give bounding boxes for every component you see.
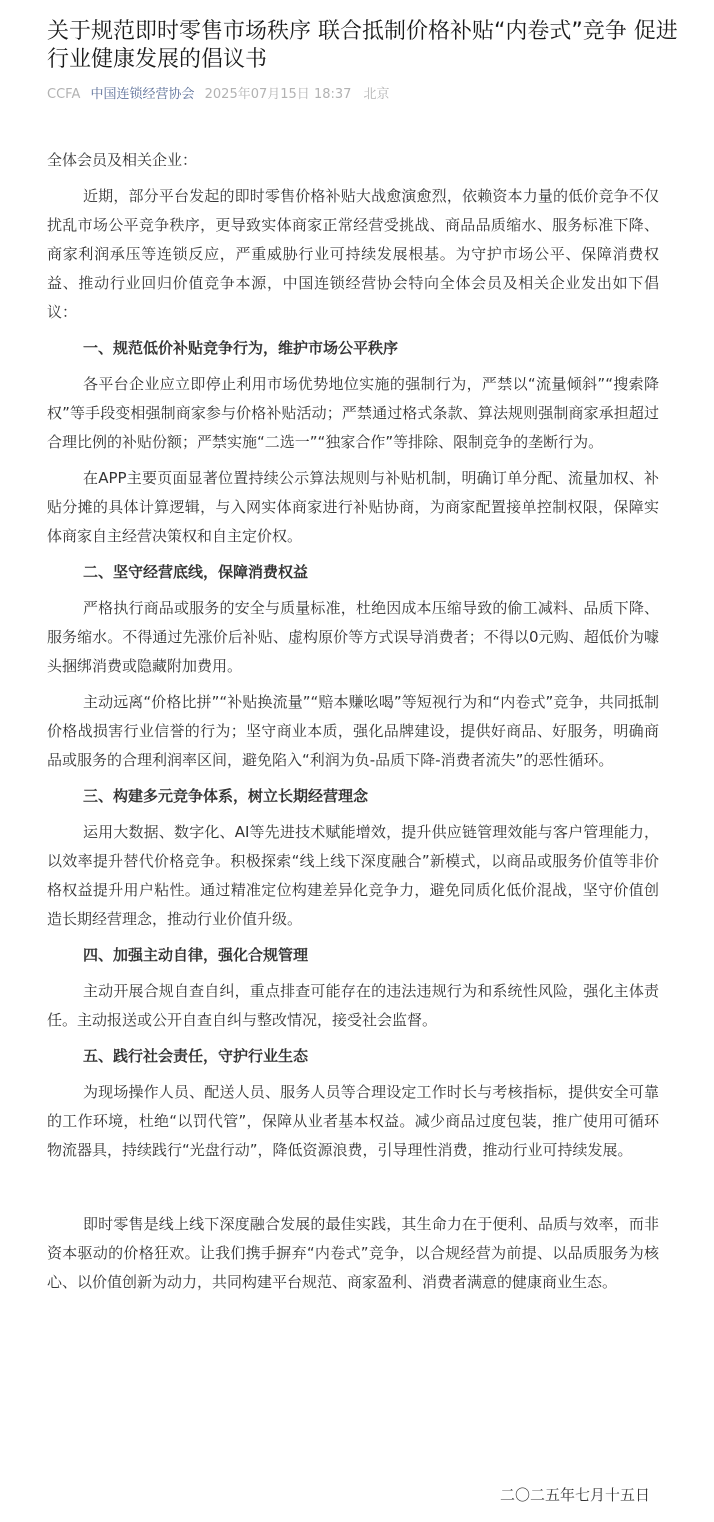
section-5-paragraph-1: 为现场操作人员、配送人员、服务人员等合理设定工作时长与考核指标，提供安全可靠的工作环境，杜绝“以罚代管”，保障从业者基本权益。减少商品过度包装，推广使用可循环物流器具，持续践行“光盘行动”，降低资源浪费，引导理性消费，推动行业可持续发展。	[47, 1083, 659, 1159]
section-heading-3: 三、构建多元竞争体系，树立长期经营理念	[83, 787, 369, 805]
section-2-paragraph-1: 严格执行商品或服务的安全与质量标准，杜绝因成本压缩导致的偷工减料、品质下降、服务缩水。不得通过先涨价后补贴、虚构原价等方式误导消费者；不得以0元购、超低价为噱头捆绑消费或隐藏附加费用。	[47, 599, 659, 675]
article-body	[47, 146, 659, 1304]
article-meta	[47, 84, 390, 106]
section-1-paragraph-1: 各平台企业应立即停止利用市场优势地位实施的强制行为，严禁以“流量倾斜”“搜索降权”等手段变相强制商家参与价格补贴活动；严禁通过格式条款、算法规则强制商家承担超过合理比例的补贴份额；严禁实施“二选一”“独家合作”等排除、限制竞争的垄断行为。	[47, 375, 659, 451]
section-heading-4: 四、加强主动自律，强化合规管理	[83, 946, 309, 964]
section-2-paragraph-2: 主动远离“价格比拼”“补贴换流量”“赔本赚吆喝”等短视行为和“内卷式”竞争，共同抵制价格战损害行业信誉的行为；坚守商业本质，强化品牌建设，提供好商品、好服务，明确商品或服务的合理利润率区间，避免陷入“利润为负-品质下降-消费者流失”的恶性循环。	[47, 693, 659, 769]
section-heading-5: 五、践行社会责任，守护行业生态	[83, 1047, 309, 1065]
intro-paragraph: 近期，部分平台发起的即时零售价格补贴大战愈演愈烈，依赖资本力量的低价竞争不仅扰乱市场公平竞争秩序，更导致实体商家正常经营受挑战、商品品质缩水、服务标准下降、商家利润承压等连锁反应，严重威胁行业可持续发展根基。为守护市场公平、保障消费权益、推动行业回归价值竞争本源，中国连锁经营协会特向全体会员及相关企业发出如下倡议：	[47, 187, 659, 321]
section-3-paragraph-1: 运用大数据、数字化、AI等先进技术赋能增效，提升供应链管理效能与客户管理能力，以效率提升替代价格竞争。积极探索“线上线下深度融合”新模式，以商品或服务价值等非价格权益提升用户粘性。通过精准定位构建差异化竞争力，避免同质化低价混战，坚守价值创造长期经营理念，推动行业价值升级。	[47, 823, 659, 928]
section-heading-2: 二、坚守经营底线，保障消费权益	[83, 563, 309, 581]
section-4-paragraph-1: 主动开展合规自查自纠，重点排查可能存在的违法违规行为和系统性风险，强化主体责任。主动报送或公开自查自纠与整改情况，接受社会监督。	[47, 982, 659, 1029]
closing-paragraph: 即时零售是线上线下深度融合发展的最佳实践，其生命力在于便利、品质与效率，而非资本驱动的价格狂欢。让我们携手摒弃“内卷式”竞争，以合规经营为前提、以品质服务为核心、以价值创新为动力，共同构建平台规范、商家盈利、消费者满意的健康商业生态。	[47, 1215, 659, 1291]
article-title: 关于规范即时零售市场秩序 联合抵制价格补贴“内卷式”竞争 促进行业健康发展的倡议书	[47, 19, 678, 72]
source-label: CCFA	[47, 87, 81, 102]
account-name-link[interactable]: 中国连锁经营协会	[90, 87, 195, 102]
greeting: 全体会员及相关企业：	[47, 151, 198, 169]
signature-date: 二〇二五年七月十五日	[499, 1486, 650, 1504]
section-1-paragraph-2: 在APP主要页面显著位置持续公示算法规则与补贴机制，明确订单分配、流量加权、补贴分摊的具体计算逻辑，与入网实体商家进行补贴协商，为商家配置接单控制权限，保障实体商家自主经营决策权和自主定价权。	[47, 469, 659, 545]
blank-spacer	[47, 1172, 659, 1210]
section-heading-1: 一、规范低价补贴竞争行为，维护市场公平秩序	[83, 339, 399, 357]
publish-datetime: 2025年07月15日 18:37	[204, 87, 352, 102]
publish-location: 北京	[363, 87, 390, 102]
